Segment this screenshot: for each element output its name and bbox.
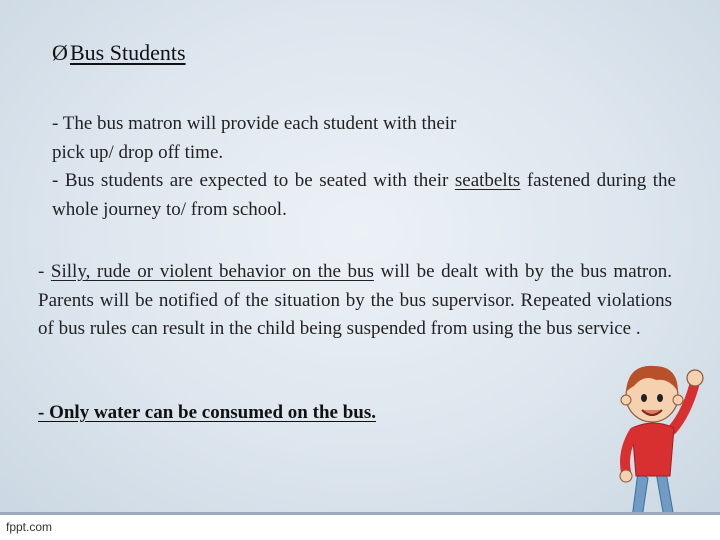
slide-heading [52, 40, 186, 66]
behavior-paragraph [38, 258, 672, 344]
heading-text: Bus Students [70, 40, 186, 65]
arrow-bullet-icon: Ø [52, 40, 68, 65]
footer-bar [0, 514, 720, 540]
matron-line-1: - The bus matron will provide each student with their [52, 113, 457, 134]
seatbelt-text-start: - Bus students are expected to be seated with their [52, 170, 455, 191]
seatbelt-text-end: fastened during the whole journey to/ from school. [52, 170, 676, 220]
behavior-underlined-phrase: Silly, rude or violent behavior on the bus [50, 261, 374, 282]
seatbelt-paragraph [52, 167, 676, 224]
footer-divider [0, 512, 720, 515]
matron-pickup-paragraph [52, 110, 676, 167]
behavior-text: will be dealt with by the bus matron. Parents will be notified of the situation by the bus supervisor. Repeated violations of bus rules can result in the child being suspended from using the bus service . [38, 261, 672, 339]
behavior-lead: - [38, 261, 51, 282]
bus-rules-block [52, 110, 676, 224]
matron-line-2: pick up/ drop off time. [52, 141, 224, 163]
waving-boy-illustration [604, 348, 714, 514]
seatbelts-word: seatbelts [454, 170, 521, 191]
water-rule: - Only water can be consumed on the bus. [38, 402, 376, 423]
footer-brand-label: fppt.com [6, 520, 53, 534]
